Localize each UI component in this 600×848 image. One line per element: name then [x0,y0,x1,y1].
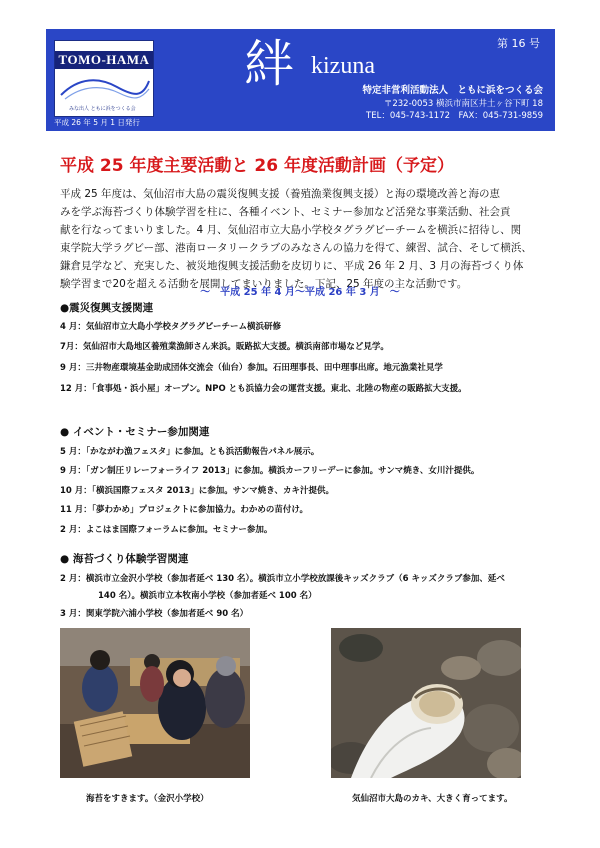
title-kanji: 絆 [244,35,294,93]
logo-text: TOMO-HAMA [58,52,150,67]
section-title-reconstruction: ●震災復興支援関連 [60,302,154,314]
list-item: 7月：気仙沼市大島地区養殖業漁師さん来浜。販路拡大支援。横浜南部市場など見学。 [60,342,389,352]
intro-line: 平成 25 年度は、気仙沼市大島の震災復興支援（養殖漁業復興支援）と海の環境改善と海の恵 [60,188,501,200]
period-subtitle: ～ 平成 25 年 4 月～平成 26 年 3 月 ～ [200,287,400,298]
intro-paragraph [60,185,550,293]
photo-caption-right: 気仙沼市大島のカキ、大きく育ってます。 [352,794,513,804]
section-title-nori: ● 海苔づくり体験学習関連 [60,553,189,565]
tomo-hama-logo [54,40,154,117]
organization-name: 特定非営利活動法人 ともに浜をつくる会 [362,85,543,96]
children-making-nori-photo [60,628,250,778]
list-item: 10 月：「横浜国際フェスタ 2013」に参加。サンマ焼き、カキ汁提供。 [60,486,334,496]
newsletter-header [46,29,555,131]
issue-date: 平成 26 年 5 月 1 日発行 [54,118,140,127]
wave-swoosh-icon [59,73,151,103]
list-item: 5 月：「かながわ漁フェスタ」に参加。とも浜活動報告パネル展示。 [60,447,320,457]
issue-number: 第 16 号 [497,37,540,50]
list-item: 3 月：関東学院六浦小学校（参加者延べ 90 名） [60,609,249,619]
intro-line: 献を行なってまいりました。4 月、気仙沼市立大島小学校タグラグビーチームを横浜に招待し、関 [60,224,522,236]
intro-line: 鎌倉見学など、充実した、被災地復興支援活動を皮切りに、平成 26 年 2 月、3 月の海苔づくり体 [60,260,524,272]
list-item: 9 月：三井物産環境基金助成団体交流会（仙台）参加。石田理事長、田中理事出席。地元漁業社見学 [60,363,443,373]
intro-line: みを学ぶ海苔づくり体験学習を柱に、各種イベント、セミナー参加など活発な事業活動、社会貢 [60,206,511,218]
photo-caption-left: 海苔をすきます。（金沢小学校） [86,794,209,804]
organization-phone: TEL：045-743-1172 FAX：045-731-9859 [366,111,543,121]
list-item: 4 月：気仙沼市立大島小学校タグラグビーチーム横浜研修 [60,322,282,332]
list-item: 2 月：よこはま国際フォーラムに参加。セミナー参加。 [60,525,273,535]
section-title-events: ● イベント・セミナー参加関連 [60,426,210,438]
title-roman: kizuna [311,53,375,79]
list-item: 140 名）。横浜市立本牧南小学校（参加者延べ 100 名） [98,591,317,601]
intro-line: 験学習まで20を超える活動を展開してまいりました。下記、25 年度の主な活動です。 [60,278,468,290]
logo-caption: みな出人 ともに浜をつくる会 [69,106,136,112]
list-item: 11 月：「夢わかめ」プロジェクトに参加協力。わかめの苗付け。 [60,505,309,515]
main-heading: 平成 25 年度主要活動と 26 年度活動計画（予定） [60,156,454,176]
oyster-in-gloved-hand-photo [331,628,521,778]
list-item: 12 月：「食事処・浜小屋」オープン。NPO とも浜協力会の運営支援。東北、北陸の物産の販路拡大支援。 [60,384,467,394]
list-item: 9 月：「ガン制圧リレーフォーライフ 2013」に参加。横浜カーフリーデーに参加。サンマ焼き、女川汁提供。 [60,466,480,476]
list-item: 2 月：横浜市立金沢小学校（参加者延べ 130 名）。横浜市立小学校放課後キッズクラブ（6 キッズクラブ参加、延べ [60,574,505,584]
organization-address: 〒232-0053 横浜市南区井土ヶ谷下町 18 [383,99,543,109]
intro-line: 東学院大学ラグビー部、港南ロータリークラブのみなさんの協力を得て、練習、試合、そして横浜、 [60,242,532,254]
